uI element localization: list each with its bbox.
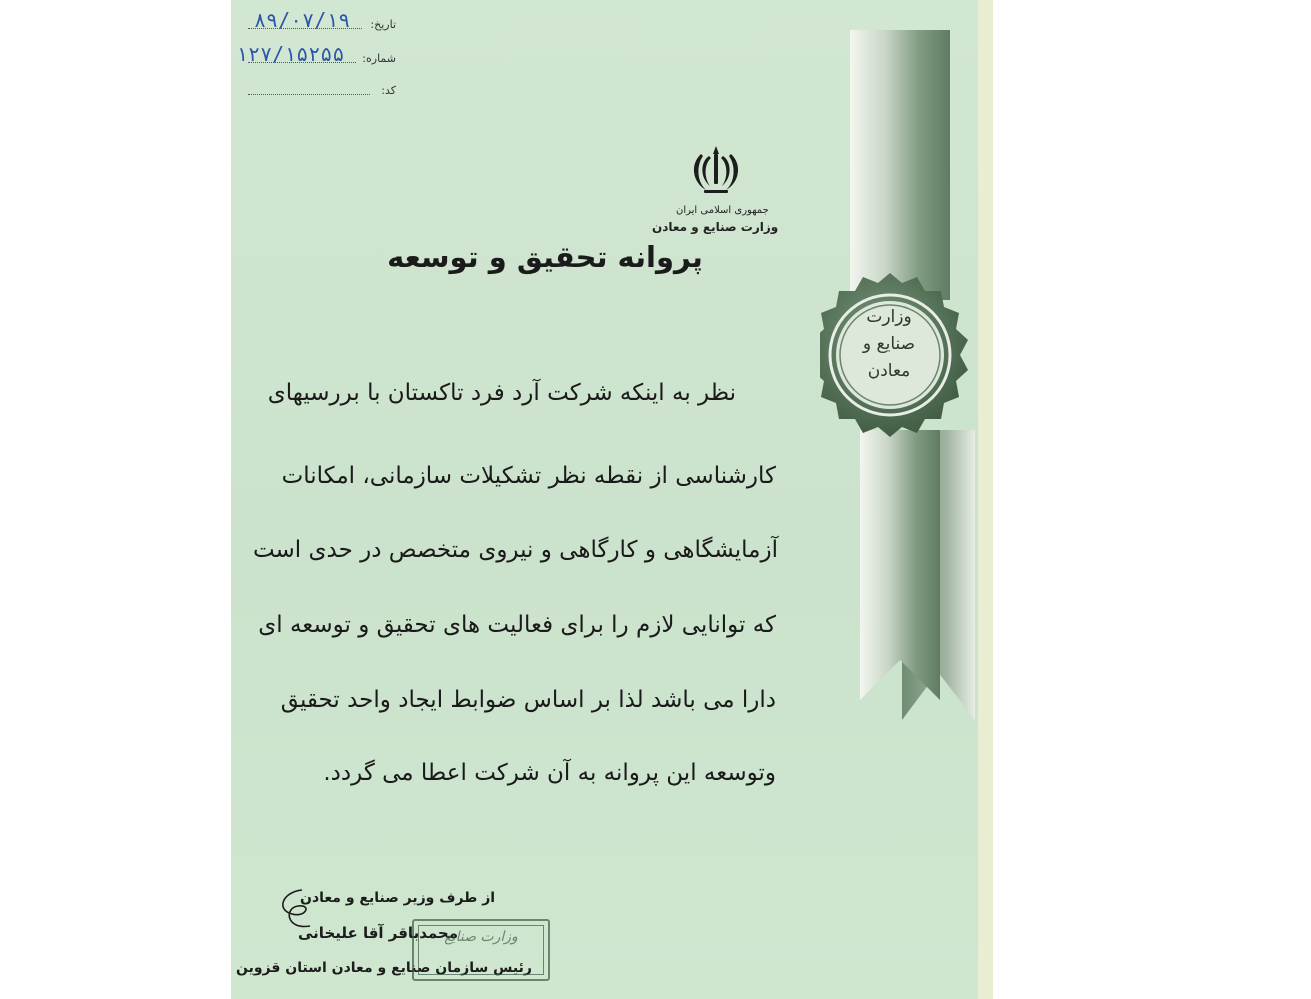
- body-line-2: کارشناسی از نقطه نظر تشکیلات سازمانی، امکانات: [281, 463, 776, 489]
- country-name: جمهوری اسلامی ایران: [676, 205, 769, 216]
- seal-line-1: وزارت: [866, 307, 912, 327]
- iran-emblem-icon: [690, 142, 742, 198]
- body-line-4: که توانایی لازم را برای فعالیت های تحقیق و توسعه ای: [258, 612, 776, 638]
- page-edge: [978, 0, 993, 999]
- signer-position: رئیس سازمان صنایع و معادن استان قزوین: [236, 960, 532, 976]
- official-stamp: [412, 919, 550, 981]
- on-behalf-text: از طرف وزیر صنایع و معادن: [300, 890, 496, 906]
- seal-line-2: صنایع و: [862, 334, 916, 354]
- body-line-5: دارا می باشد لذا بر اساس ضوابط ایجاد واحد تحقیق: [280, 687, 776, 713]
- date-label: تاریخ:: [370, 18, 396, 31]
- code-label: کد:: [381, 84, 396, 97]
- code-field: [248, 84, 396, 104]
- stamp-text: وزارت صنایع: [444, 929, 518, 945]
- signer-name: محمدباقر آقا علیخانی: [298, 924, 459, 942]
- certificate-title: پروانه تحقیق و توسعه: [387, 240, 703, 274]
- body-line-6: وتوسعه این پروانه به آن شرکت اعطا می گردد.: [323, 760, 776, 786]
- number-value: ۱۲۷/۱۵۲۵۵: [236, 42, 345, 66]
- handwritten-signature: [262, 880, 322, 940]
- number-field: [236, 42, 396, 72]
- ministry-name: وزارت صنایع و معادن: [652, 220, 779, 234]
- seal-text: [838, 304, 940, 385]
- date-field: [248, 8, 396, 38]
- number-label: شماره:: [362, 52, 396, 65]
- date-value: ۸۹/۰۷/۱۹: [254, 8, 351, 32]
- code-dotted-line: [248, 94, 370, 95]
- body-line-1: نظر به اینکه شرکت آرد فرد تاکستان با بررسیهای: [267, 380, 736, 406]
- body-line-3: آزمایشگاهی و کارگاهی و نیروی متخصص در حدی است: [252, 537, 778, 563]
- seal-line-3: معادن: [867, 361, 911, 381]
